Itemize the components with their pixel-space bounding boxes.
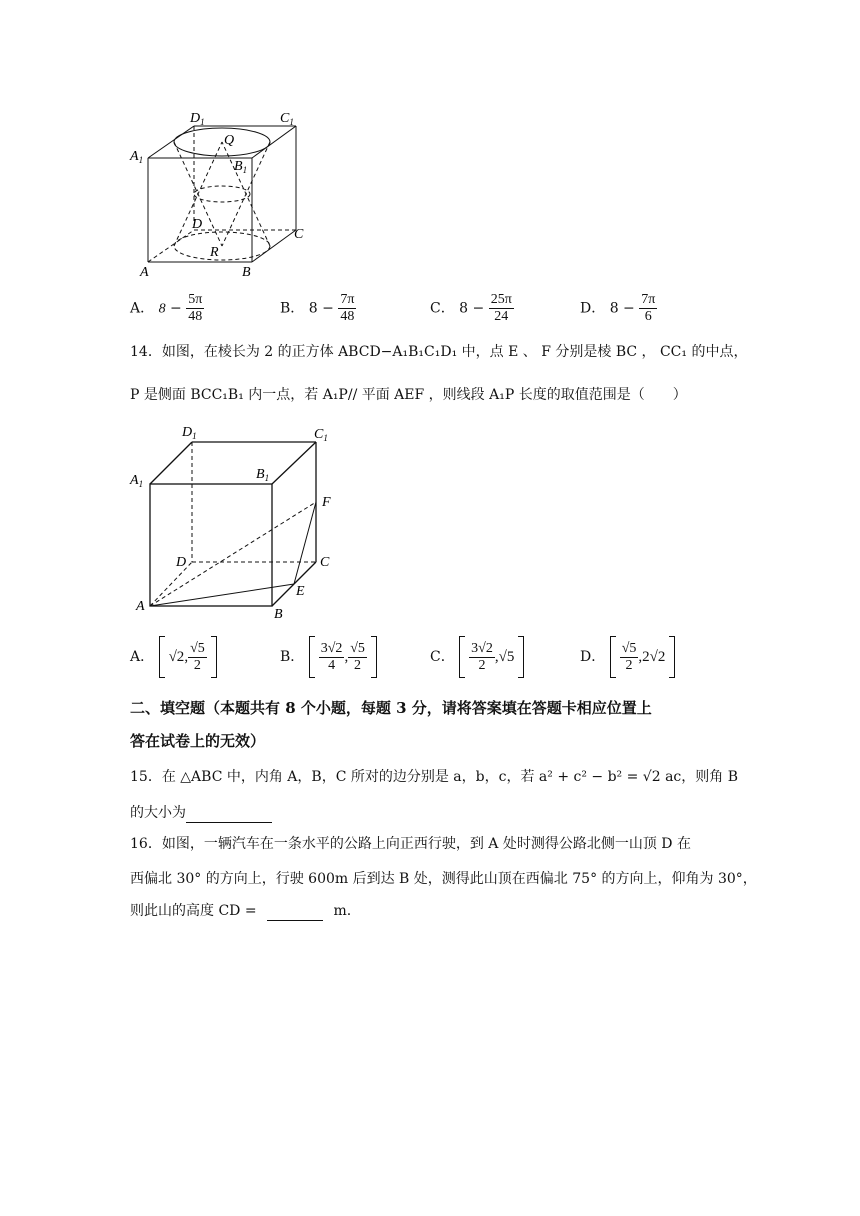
q13-option-a[interactable]: A． 8 − $\frac{5\pi}{48}$ — [130, 292, 203, 324]
label-c: C — [294, 227, 304, 242]
q14-text-line1: 14．如图，在棱长为 2 的正方体 ABCD−A₁B₁C₁D₁ 中，点 E 、 F 分别是棱 BC ， CC₁ 的中点， — [130, 344, 748, 360]
q13-option-c[interactable]: C． 8 − $\frac{25\pi}{24}$ — [430, 292, 512, 324]
label-f: F — [322, 495, 331, 510]
q13-option-b[interactable]: B． 8 − $\frac{7\pi}{48}$ — [280, 292, 355, 324]
q15-text-line2: 的大小为 — [130, 803, 272, 823]
q13-option-d[interactable]: D． 8 − $\frac{7\pi}{6}$ — [580, 292, 656, 324]
label-r: R — [210, 245, 219, 260]
label-d: D — [192, 217, 203, 232]
label-b1: $B_1$ — [234, 159, 248, 175]
q16-text-line2: 西偏北 30° 的方向上，行驶 600m 后到达 B 处，测得此山顶在西偏北 75° 的方向上，仰角为 30°， — [130, 871, 757, 887]
label-c1: $C_1$ — [314, 427, 328, 443]
label-d: D — [176, 555, 187, 570]
q14-figure — [128, 420, 348, 620]
label-d1: $D_1$ — [182, 425, 197, 441]
q14-text-line2: P 是侧面 BCC₁B₁ 内一点，若 A₁P// 平面 AEF ，则线段 A₁P 长度的取值范围是（ ） — [130, 387, 687, 403]
label-b: B — [242, 265, 251, 280]
label-e: E — [296, 584, 305, 599]
q14-option-b[interactable]: B． $\frac{3√2}{4}$ , $\frac{√5}{2}$ — [280, 636, 377, 678]
label-c1: $C_1$ — [280, 111, 294, 127]
label-b1: $B_1$ — [256, 467, 270, 483]
q16-text-line3: 则此山的高度 CD = m. — [130, 903, 352, 919]
q16-text-line1: 16．如图，一辆汽车在一条水平的公路上向正西行驶，到 A 处时测得公路北侧一山顶 D 在 — [130, 836, 691, 852]
q14-option-a[interactable]: A． √2, $\frac{√5}{2}$ — [130, 636, 217, 678]
label-d1: $D_1$ — [190, 111, 205, 127]
label-b: B — [274, 607, 283, 620]
label-a: A — [136, 599, 145, 614]
label-a1: $A_1$ — [130, 149, 144, 165]
q14-option-d[interactable]: D． $\frac{√5}{2}$ ,2√2 — [580, 636, 675, 678]
section-heading-line1: 二、填空题（本题共有 8 个小题，每题 3 分，请将答案填在答题卡相应位置上 — [130, 699, 652, 717]
label-a: A — [140, 265, 149, 280]
section-heading-line2: 答在试卷上的无效） — [130, 732, 266, 750]
label-q: Q — [224, 133, 235, 148]
q13-figure — [128, 108, 318, 280]
label-a1: $A_1$ — [130, 473, 144, 489]
label-c: C — [320, 555, 330, 570]
q16-answer-blank[interactable] — [267, 902, 323, 921]
q15-text-line1: 15．在 △ABC 中，内角 A，B，C 所对的边分别是 a，b，c，若 a² + c² − b² = √2 ac，则角 B — [130, 769, 738, 785]
q14-option-c[interactable]: C． $\frac{3√2}{2}$ ,√5 — [430, 636, 524, 678]
q15-answer-blank[interactable] — [186, 804, 272, 823]
